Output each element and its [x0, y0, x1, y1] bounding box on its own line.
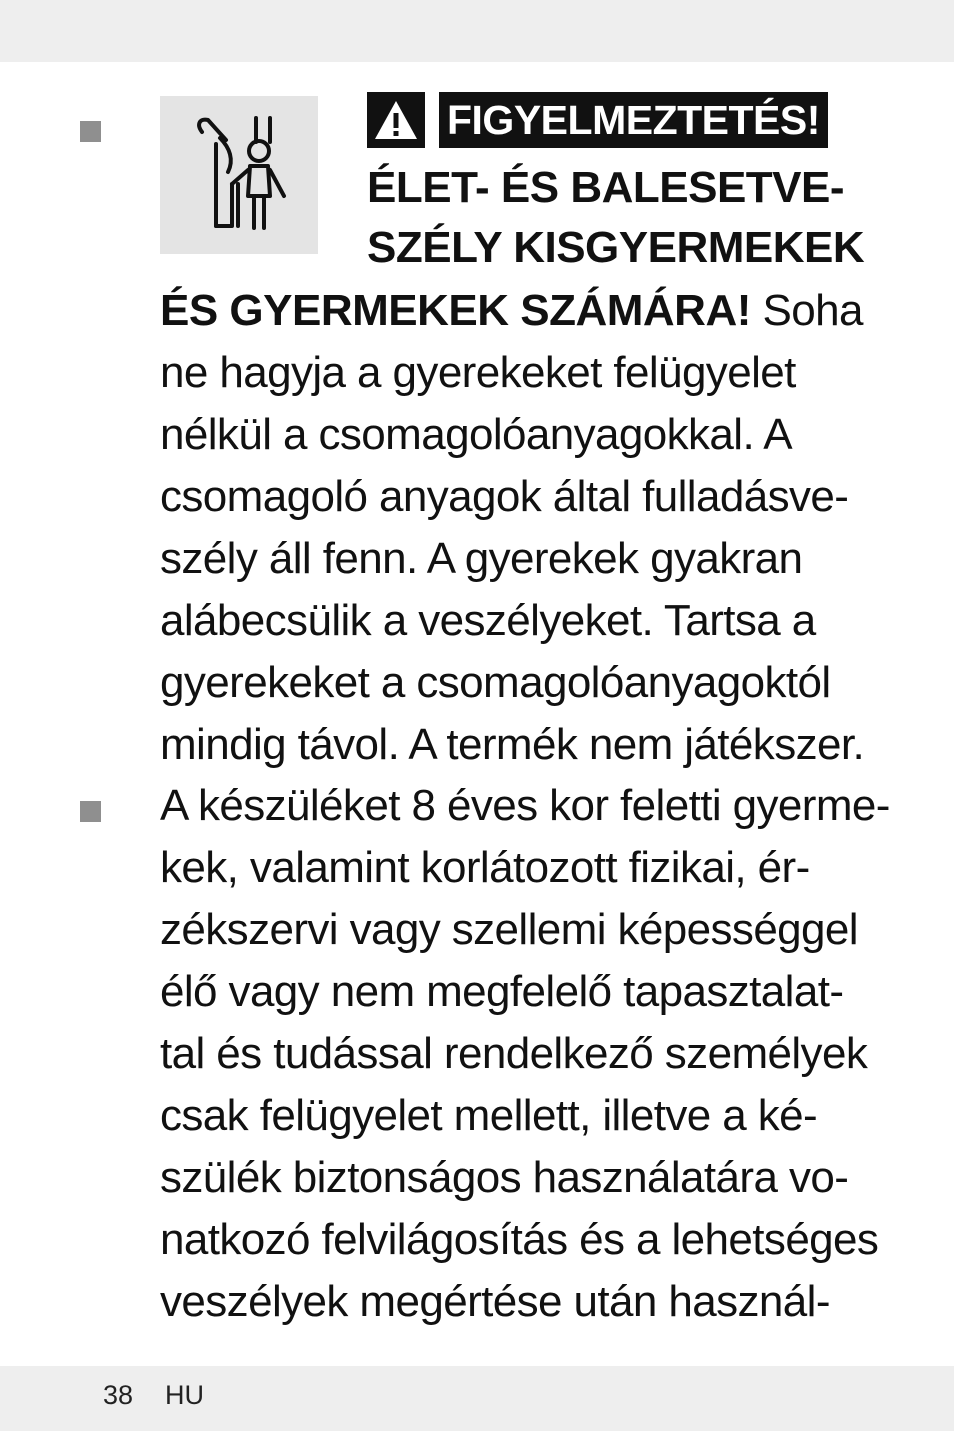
paragraph-line: gyerekeket a csomagolóanyagoktól: [160, 658, 831, 707]
warning-heading-end: ÉS GYERMEKEK SZÁMÁRA!: [160, 286, 751, 335]
page-number: 38: [103, 1380, 134, 1410]
warning-heading-line: ÉLET- ÉS BALESETVE-: [367, 163, 845, 212]
paragraph-line: natkozó felvilágosítás és a lehetséges: [160, 1215, 879, 1264]
warning-heading-line: SZÉLY KISGYERMEKEK: [367, 223, 865, 272]
warning-paragraph: [160, 280, 900, 776]
paragraph-line: alábecsülik a veszélyeket. Tartsa a: [160, 596, 816, 645]
paragraph-line: csomagoló anyagok által fulladásve-: [160, 472, 849, 521]
usage-paragraph: [160, 775, 900, 1333]
paragraph-line: tal és tudással rendelkező személyek: [160, 1029, 868, 1078]
paragraph-line: [160, 280, 900, 342]
top-band: [0, 0, 954, 62]
warning-header: [367, 92, 828, 148]
paragraph-line: mindig távol. A termék nem játékszer.: [160, 720, 865, 769]
paragraph-line: szülék biztonságos használatára vo-: [160, 1153, 849, 1202]
warning-label: FIGYELMEZTETÉS!: [439, 92, 828, 148]
paragraph-line: veszélyek megértése után használ-: [160, 1277, 830, 1326]
page-footer: [103, 1375, 204, 1415]
warning-triangle-icon: [367, 92, 425, 148]
paragraph-line: ne hagyja a gyerekeket felügyelet: [160, 348, 796, 397]
language-code: HU: [165, 1380, 205, 1410]
paragraph-line: zékszervi vagy szellemi képességgel: [160, 905, 858, 954]
paragraph-line: csak felügyelet mellett, illetve a ké-: [160, 1091, 818, 1140]
paragraph-line: élő vagy nem megfelelő tapasztalat-: [160, 967, 844, 1016]
child-with-packaging-icon: [160, 96, 318, 254]
paragraph-line: nélkül a csomagolóanyagokkal. A: [160, 410, 793, 459]
paragraph-line: A készüléket 8 éves kor feletti gyerme-: [160, 781, 890, 830]
square-bullet-icon: [80, 121, 101, 142]
paragraph-line: szély áll fenn. A gyerekek gyakran: [160, 534, 803, 583]
square-bullet-icon: [80, 801, 101, 822]
paragraph-line: kek, valamint korlátozott fizikai, ér-: [160, 843, 810, 892]
paragraph-text: Soha: [750, 286, 863, 335]
